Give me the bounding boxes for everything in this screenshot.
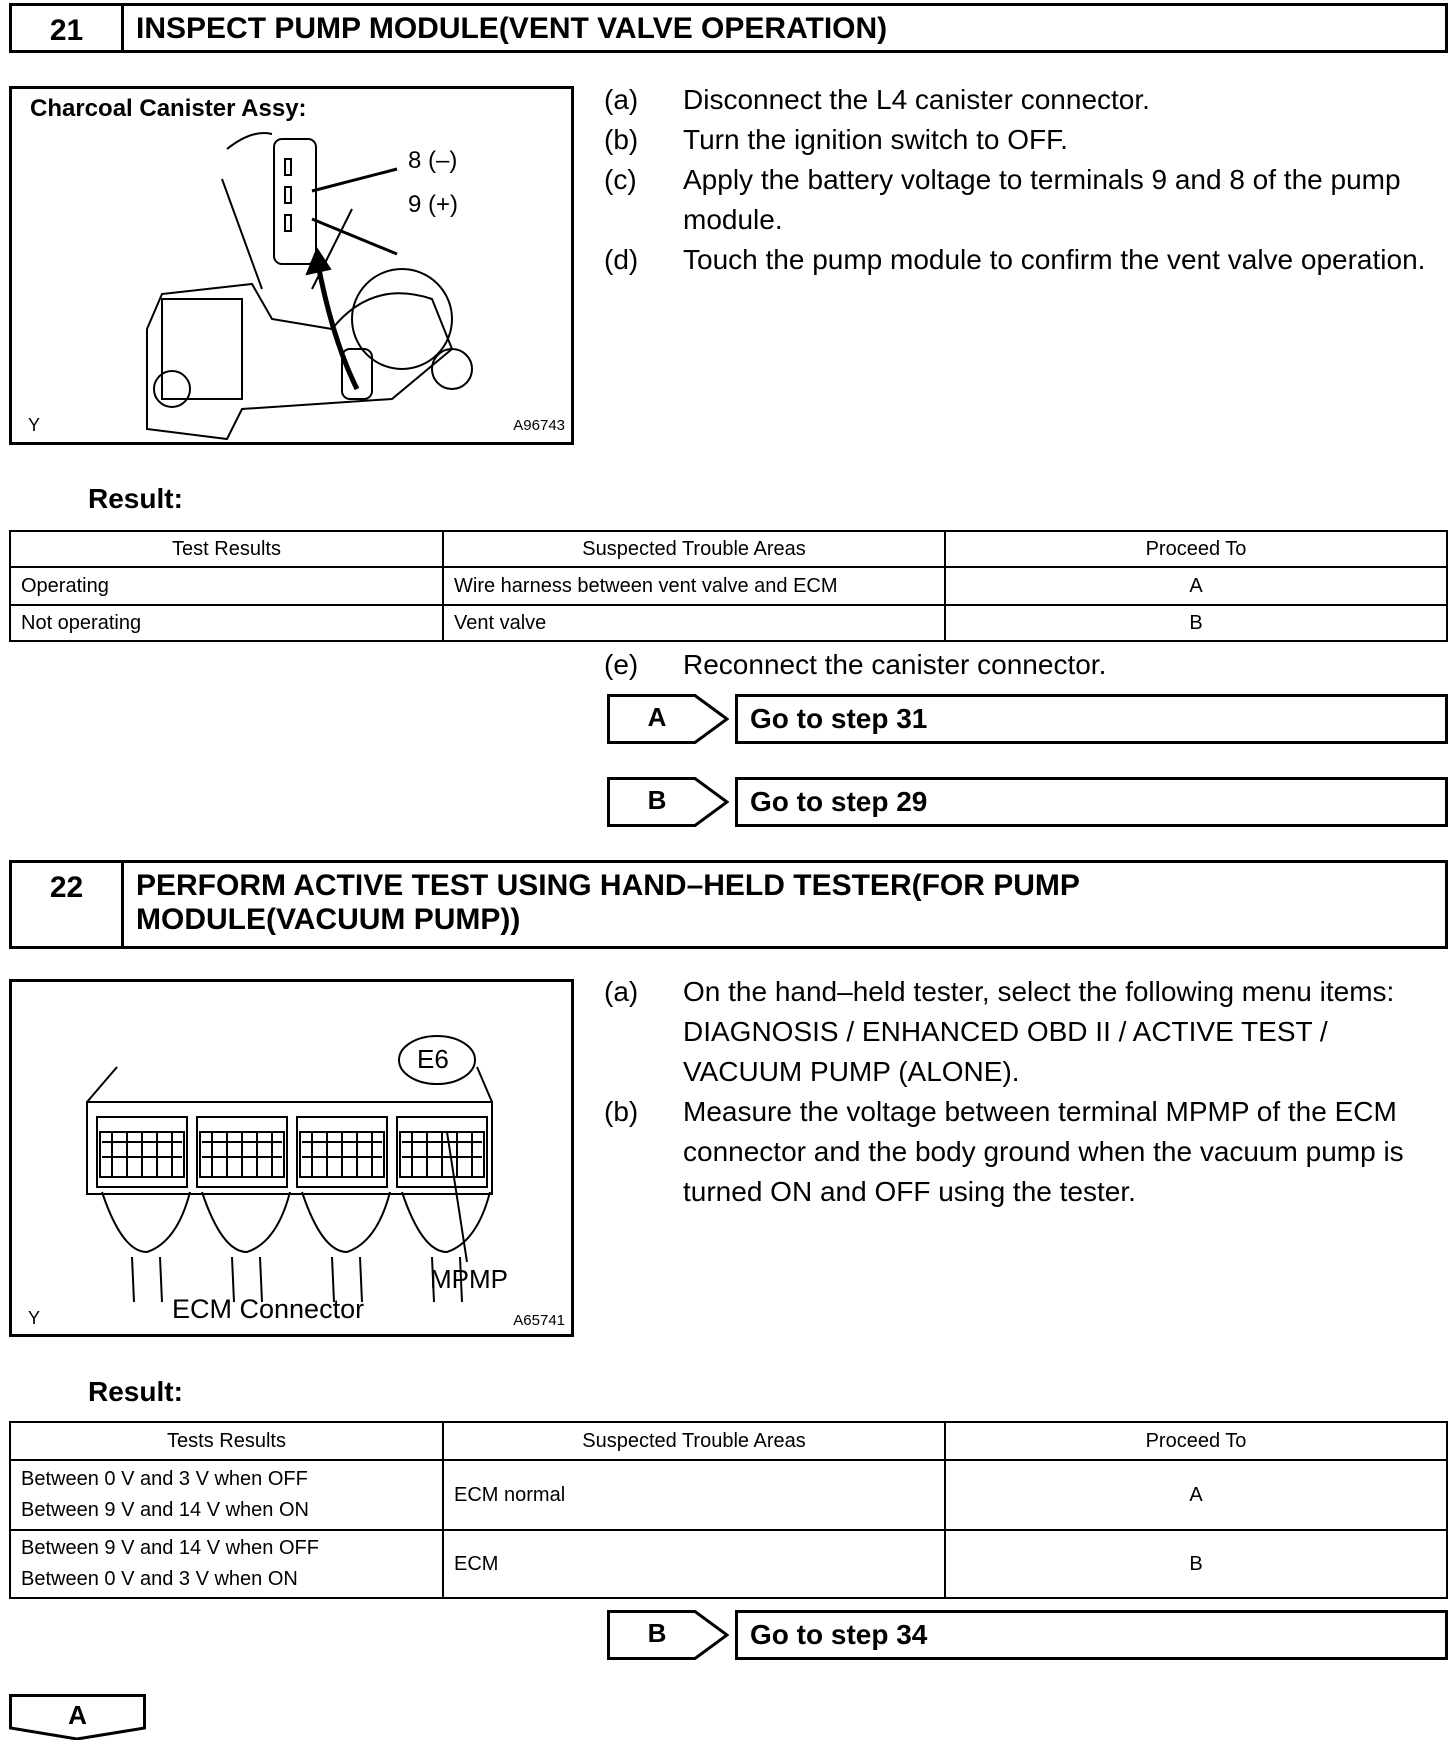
step-title: INSPECT PUMP MODULE(VENT VALVE OPERATION) [136, 12, 888, 45]
result-table-21 [9, 530, 1448, 642]
cell: B [945, 605, 1447, 641]
step-21-instructions [604, 80, 1454, 280]
figure-code: A96743 [513, 417, 565, 434]
figure-corner-mark: Y [28, 415, 41, 435]
pin-9-label: 9 (+) [408, 191, 459, 218]
goto-text: Go to step 31 [735, 694, 1448, 744]
step-text: Apply the battery voltage to terminals 9 and 8 of the pump module. [683, 164, 1401, 235]
cell: Wire harness between vent valve and ECM [443, 567, 945, 605]
result-label: Result: [88, 483, 183, 514]
cell: ECM [443, 1530, 945, 1598]
goto-b-step-34[interactable] [607, 1610, 1448, 1660]
pin-8-label: 8 (–) [408, 147, 458, 174]
col-header: Proceed To [945, 1422, 1447, 1460]
step-text: Reconnect the canister connector. [683, 649, 1107, 680]
figure-caption: Charcoal Canister Assy: [30, 95, 307, 122]
figure-corner-mark: Y [28, 1308, 41, 1328]
canister-figure [9, 86, 574, 445]
condition-off: Between 0 V and 3 V when OFF [21, 1468, 308, 1490]
step-22-instructions [604, 972, 1454, 1212]
tag-label: A [647, 702, 667, 732]
cell [10, 1460, 443, 1530]
cell: A [945, 567, 1447, 605]
step-text: Turn the ignition switch to OFF. [683, 124, 1068, 155]
cell: A [945, 1460, 1447, 1530]
step-number: 22 [12, 863, 124, 946]
cell: ECM normal [443, 1460, 945, 1530]
col-header: Suspected Trouble Areas [443, 531, 945, 567]
col-header: Tests Results [10, 1422, 443, 1460]
condition-off: Between 9 V and 14 V when OFF [21, 1537, 319, 1559]
goto-b-step-29[interactable] [607, 777, 1448, 827]
step-text: Touch the pump module to confirm the vent valve operation. [683, 244, 1426, 275]
continue-a-tag[interactable] [9, 1694, 146, 1740]
step-text: Disconnect the L4 canister connector. [683, 84, 1150, 115]
condition-on: Between 0 V and 3 V when ON [21, 1568, 298, 1590]
cell [10, 1530, 443, 1598]
step-key: (e) [604, 649, 639, 680]
step-text: On the hand–held tester, select the following menu items: DIAGNOSIS / ENHANCED OBD II / ACTIVE TEST / VACUUM PUMP (ALONE). [683, 976, 1395, 1087]
step-text: Measure the voltage between terminal MPMP of the ECM connector and the body ground when the vacuum pump is turned ON and OFF using the tester. [683, 1096, 1404, 1207]
table-row [10, 567, 1447, 605]
step-key: (b) [604, 124, 639, 155]
result-label: Result: [88, 1376, 183, 1407]
cell: Operating [10, 567, 443, 605]
result-table-22 [9, 1421, 1448, 1599]
tag-label: A [68, 1700, 87, 1730]
step-22-header [9, 860, 1448, 949]
figure-code: A65741 [513, 1312, 565, 1329]
col-header: Suspected Trouble Areas [443, 1422, 945, 1460]
step-21-e [604, 645, 1454, 685]
tag-label: B [647, 1618, 667, 1648]
step-number: 21 [12, 6, 124, 50]
cell: B [945, 1530, 1447, 1598]
ecm-connector-figure [9, 979, 574, 1337]
goto-text: Go to step 29 [735, 777, 1448, 827]
step-key: (b) [604, 1096, 639, 1127]
step-key: (c) [604, 164, 637, 195]
pump-module-illustration [12, 89, 571, 442]
cell: Not operating [10, 605, 443, 641]
terminal-label: MPMP [430, 1264, 508, 1294]
step-key: (d) [604, 244, 639, 275]
condition-on: Between 9 V and 14 V when ON [21, 1499, 309, 1521]
connector-badge: E6 [417, 1044, 449, 1074]
tag-label: B [647, 785, 667, 815]
step-21-header [9, 3, 1448, 53]
table-row [10, 1530, 1447, 1598]
table-row [10, 605, 1447, 641]
goto-a-step-31[interactable] [607, 694, 1448, 744]
step-title: PERFORM ACTIVE TEST USING HAND–HELD TESTER(FOR PUMP MODULE(VACUUM PUMP)) [136, 869, 1080, 936]
table-row [10, 1460, 1447, 1530]
cell: Vent valve [443, 605, 945, 641]
step-key: (a) [604, 84, 639, 115]
col-header: Proceed To [945, 531, 1447, 567]
goto-text: Go to step 34 [735, 1610, 1448, 1660]
col-header: Test Results [10, 531, 443, 567]
figure-caption: ECM Connector [172, 1294, 365, 1324]
step-key: (a) [604, 976, 639, 1007]
